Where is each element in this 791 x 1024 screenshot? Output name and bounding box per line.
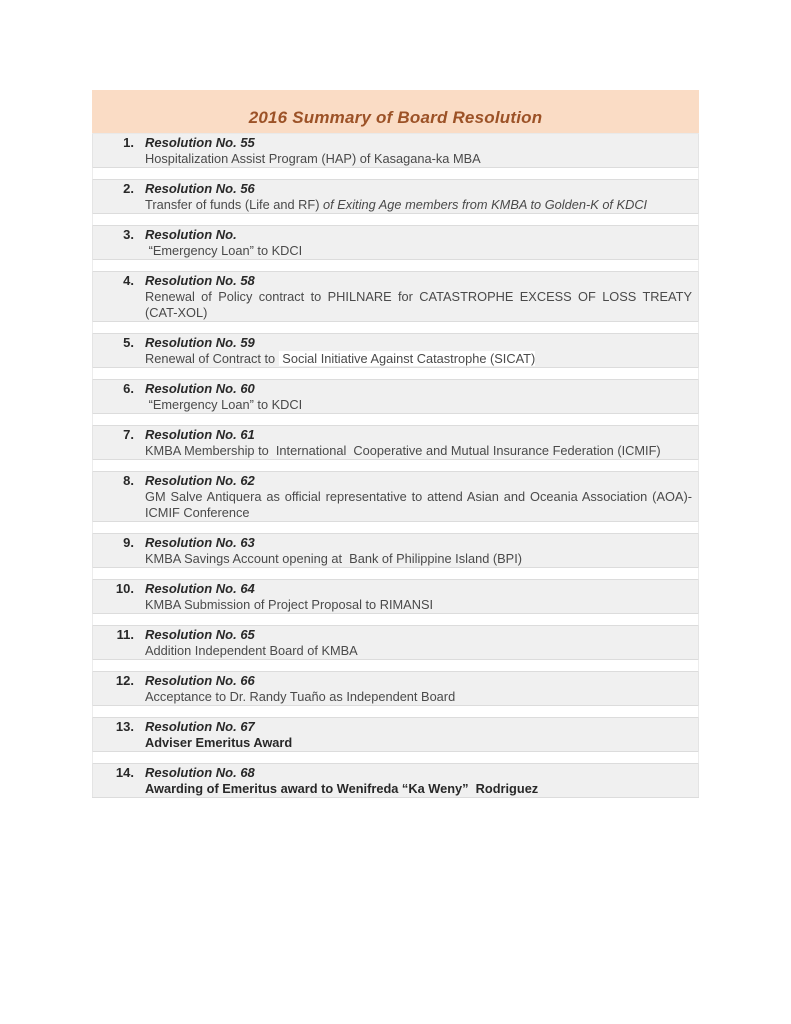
resolution-row — [92, 426, 699, 459]
resolution-title-line — [93, 227, 692, 243]
resolution-row — [92, 672, 699, 705]
row-spacer — [92, 613, 699, 626]
row-description — [145, 243, 692, 259]
resolution-row — [92, 380, 699, 413]
resolution-title-line — [93, 427, 692, 443]
resolution-title-line — [93, 273, 692, 289]
row-number: 4. — [123, 273, 134, 288]
description-segment: KMBA Savings Account opening at Bank of Philippine Island (BPI) — [145, 551, 523, 566]
table-header — [92, 90, 699, 133]
document-title: 2016 Summary of Board Resolution — [248, 108, 543, 127]
row-description — [145, 735, 692, 751]
resolution-row — [92, 334, 699, 367]
description-segment: GM Salve Antiquera as official representative to attend Asian and Oceania Association (AOA)-ICMIF Conference — [145, 489, 692, 520]
resolution-title-line — [93, 473, 692, 489]
description-segment: of Exiting Age members from KMBA to Golden-K of KDCI — [323, 197, 648, 212]
row-spacer — [92, 413, 699, 426]
row-title: Resolution No. 58 — [145, 273, 255, 288]
row-title: Resolution No. 65 — [145, 627, 255, 642]
row-description — [145, 289, 696, 321]
row-number: 10. — [115, 581, 134, 596]
description-segment: Renewal of Contract to — [145, 351, 279, 366]
description-segment: KMBA Submission of Project Proposal to RIMANSI — [145, 597, 434, 612]
row-title: Resolution No. 63 — [145, 535, 255, 550]
description-segment: “Emergency Loan” to KDCI — [145, 397, 303, 412]
description-segment: Adviser Emeritus Award — [145, 735, 293, 750]
row-description — [145, 351, 692, 367]
row-title: Resolution No. — [145, 227, 237, 242]
resolution-title-line — [93, 765, 692, 781]
resolution-title-line — [93, 381, 692, 397]
resolution-row — [92, 718, 699, 751]
resolution-title-line — [93, 673, 692, 689]
resolution-row — [92, 472, 699, 521]
description-segment: Transfer of funds (Life and RF) — [145, 197, 324, 212]
row-description — [145, 197, 692, 213]
row-title: Resolution No. 66 — [145, 673, 255, 688]
resolution-list — [92, 133, 699, 798]
description-segment: “Emergency Loan” to KDCI — [145, 243, 303, 258]
row-spacer — [92, 659, 699, 672]
row-spacer — [92, 751, 699, 764]
row-number: 2. — [123, 181, 134, 196]
row-spacer — [92, 459, 699, 472]
resolution-title-line — [93, 581, 692, 597]
row-spacer — [92, 705, 699, 718]
resolution-row — [92, 134, 699, 167]
row-description — [145, 397, 692, 413]
resolution-row — [92, 764, 699, 797]
row-title: Resolution No. 64 — [145, 581, 255, 596]
row-number: 14. — [115, 765, 134, 780]
row-title: Resolution No. 60 — [145, 381, 255, 396]
resolution-row — [92, 580, 699, 613]
row-number: 8. — [123, 473, 134, 488]
resolution-title-line — [93, 535, 692, 551]
resolution-title-line — [93, 181, 692, 197]
row-description — [145, 489, 692, 521]
resolution-row — [92, 626, 699, 659]
description-segment: Social Initiative Against Catastrophe (SICAT) — [278, 351, 536, 366]
resolution-title-line — [93, 627, 692, 643]
row-description — [145, 597, 692, 613]
description-segment: Hospitalization Assist Program (HAP) of Kasagana-ka MBA — [145, 151, 481, 166]
row-number: 6. — [123, 381, 134, 396]
row-description — [145, 443, 692, 459]
row-title: Resolution No. 61 — [145, 427, 255, 442]
row-spacer — [92, 367, 699, 380]
description-segment: Addition Independent Board of KMBA — [145, 643, 358, 658]
row-description — [145, 781, 692, 797]
resolution-table — [92, 90, 699, 798]
row-description — [145, 151, 692, 167]
row-number: 9. — [123, 535, 134, 550]
row-spacer — [92, 167, 699, 180]
row-spacer — [92, 321, 699, 334]
row-title: Resolution No. 67 — [145, 719, 255, 734]
row-title: Resolution No. 68 — [145, 765, 255, 780]
description-segment: Acceptance to Dr. Randy Tuaño as Independent Board — [145, 689, 456, 704]
row-number: 7. — [123, 427, 134, 442]
resolution-row — [92, 534, 699, 567]
row-title: Resolution No. 56 — [145, 181, 255, 196]
row-number: 11. — [116, 627, 134, 642]
row-spacer — [92, 521, 699, 534]
row-title: Resolution No. 55 — [145, 135, 255, 150]
resolution-title-line — [93, 135, 692, 151]
description-segment: KMBA Membership to International Cooperative and Mutual Insurance Federation (ICMIF) — [145, 443, 661, 458]
description-segment: Renewal of Policy contract to PHILNARE for CATASTROPHE EXCESS OF LOSS TREATY (CAT-XOL) — [145, 289, 696, 320]
resolution-row — [92, 226, 699, 259]
resolution-row — [92, 180, 699, 213]
resolution-title-line — [93, 335, 692, 351]
row-spacer — [92, 213, 699, 226]
row-number: 12. — [115, 673, 134, 688]
row-number: 13. — [115, 719, 134, 734]
row-number: 5. — [123, 335, 134, 350]
resolution-title-line — [93, 719, 692, 735]
resolution-row — [92, 272, 699, 321]
row-description — [145, 689, 692, 705]
row-number: 3. — [123, 227, 134, 242]
row-spacer — [92, 259, 699, 272]
row-spacer — [92, 567, 699, 580]
row-description — [145, 551, 692, 567]
row-title: Resolution No. 59 — [145, 335, 255, 350]
row-title: Resolution No. 62 — [145, 473, 255, 488]
row-description — [145, 643, 692, 659]
description-segment: Awarding of Emeritus award to Wenifreda “Ka Weny” Rodriguez — [145, 781, 539, 796]
row-number: 1. — [123, 135, 134, 150]
